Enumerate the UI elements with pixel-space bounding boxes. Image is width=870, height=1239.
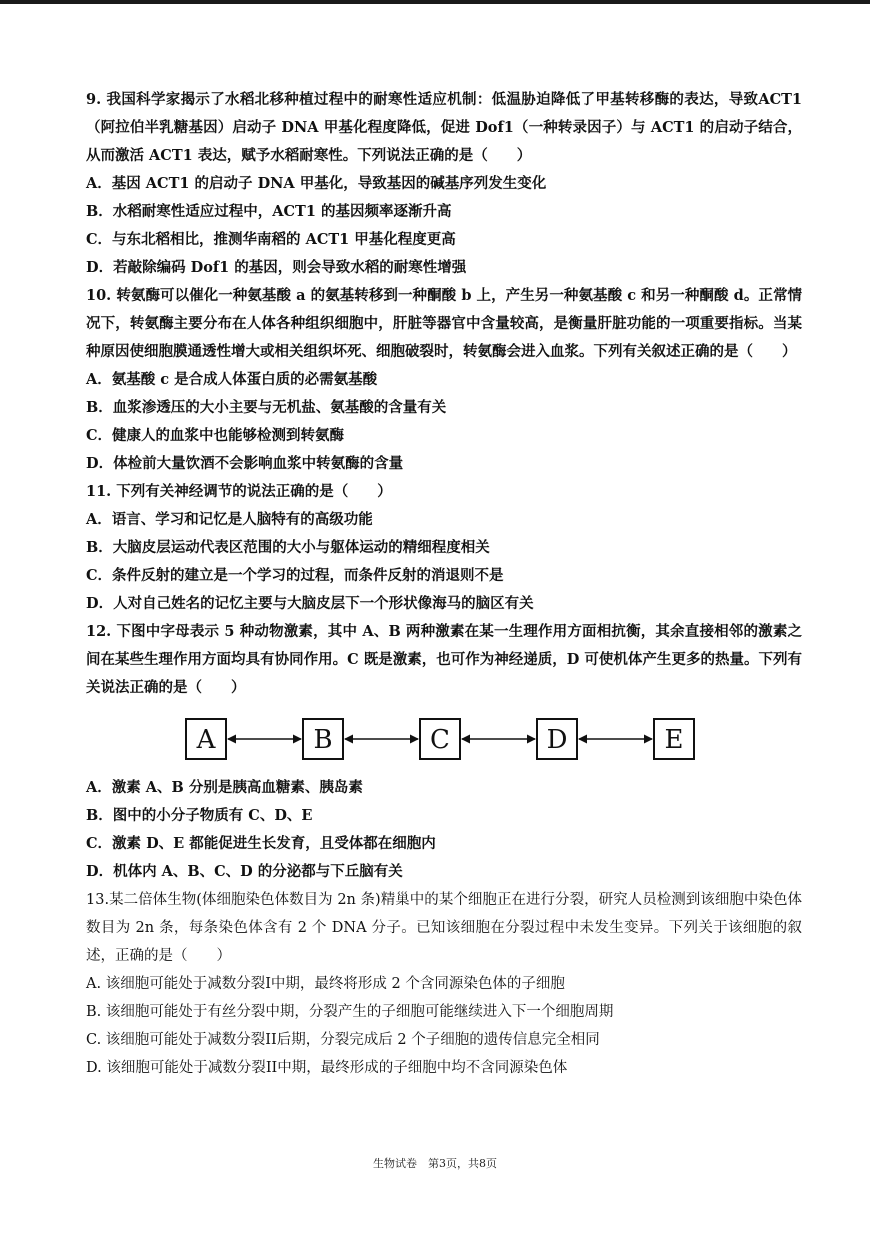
option-c: C．激素 D、E 都能促进生长发育，且受体都在细胞内 (86, 835, 436, 852)
option-b: B．大脑皮层运动代表区范围的大小与躯体运动的精细程度相关 (86, 539, 490, 556)
option-c: C．条件反射的建立是一个学习的过程，而条件反射的消退则不是 (86, 567, 504, 584)
option-d: D．机体内 A、B、C、D 的分泌都与下丘脑有关 (86, 863, 403, 880)
question-12 (86, 618, 802, 886)
option-d: D．人对自己姓名的记忆主要与大脑皮层下一个形状像海马的脑区有关 (86, 595, 534, 612)
question-9 (86, 86, 802, 282)
question-stem: 13.某二倍体生物(体细胞染色体数目为 2n 条)精巢中的某个细胞正在进行分裂，研究人员检测到该细胞中染色体数目为 2n 条，每条染色体含有 2 个 DNA 分子。已知该细胞在分裂过程中未发生变异。下列关于该细胞的叙述，正确的是（ ） (86, 892, 802, 964)
option-a: A．语言、学习和记忆是人脑特有的高级功能 (86, 511, 373, 528)
page-footer: 生物试卷 第3页，共8页 (373, 1157, 497, 1170)
question-stem: 12. 下图中字母表示 5 种动物激素，其中 A、B 两种激素在某一生理作用方面相抗衡，其余直接相邻的激素之间在某些生理作用方面均具有协同作用。C 既是激素，也可作为神经递质，D 可使机体产生更多的热量。下列有关说法正确的是（ ） (86, 623, 802, 696)
question-11 (86, 478, 802, 618)
option-b: B．血浆渗透压的大小主要与无机盐、氨基酸的含量有关 (86, 399, 447, 416)
question-stem: 11. 下列有关神经调节的说法正确的是（ ） (86, 483, 392, 500)
question-list (86, 86, 802, 1082)
scan-edge (0, 0, 870, 4)
hormone-label-a: A (196, 725, 216, 755)
question-stem: 10. 转氨酶可以催化一种氨基酸 a 的氨基转移到一种酮酸 b 上，产生另一种氨基酸 c 和另一种酮酸 d。正常情况下，转氨酶主要分布在人体各种组织细胞中，肝脏等器官中含量较高，是衡量肝脏功能的一项重要指标。当某种原因使细胞膜通透性增大或相关组织坏死、细胞破裂时，转氨酶会进入血浆。下列有关叙述正确的是（ ） (86, 287, 802, 360)
hormone-label-d: D (546, 725, 568, 755)
question-10 (86, 282, 802, 478)
option-b: B．水稻耐寒性适应过程中，ACT1 的基因频率逐渐升高 (86, 203, 452, 220)
option-c: C. 该细胞可能处于减数分裂II后期，分裂完成后 2 个子细胞的遗传信息完全相同 (86, 1032, 600, 1048)
hormone-label-e: E (664, 725, 684, 755)
option-b: B．图中的小分子物质有 C、D、E (86, 807, 313, 824)
option-d: D．体检前大量饮酒不会影响血浆中转氨酶的含量 (86, 455, 404, 472)
hormone-diagram-svg (86, 706, 802, 772)
option-d: D. 该细胞可能处于减数分裂II中期，最终形成的子细胞中均不含同源染色体 (86, 1060, 568, 1076)
hormone-diagram (86, 706, 802, 772)
question-13 (86, 886, 802, 1082)
question-stem: 9. 我国科学家揭示了水稻北移种植过程中的耐寒性适应机制：低温胁迫降低了甲基转移酶的表达，导致ACT1（阿拉伯半乳糖基因）启动子 DNA 甲基化程度降低，促进 Dof1（一种转录因子）与 ACT1 的启动子结合，从而激活 ACT1 表达，赋予水稻耐寒性。下列说法正确的是（ ） (86, 91, 802, 164)
option-b: B. 该细胞可能处于有丝分裂中期，分裂产生的子细胞可能继续进入下一个细胞周期 (86, 1004, 614, 1020)
option-a: A．氨基酸 c 是合成人体蛋白质的必需氨基酸 (86, 371, 378, 388)
option-a: A．激素 A、B 分别是胰高血糖素、胰岛素 (86, 779, 363, 796)
option-a: A. 该细胞可能处于减数分裂I中期，最终将形成 2 个含同源染色体的子细胞 (86, 976, 565, 992)
option-c: C．与东北稻相比，推测华南稻的 ACT1 甲基化程度更高 (86, 231, 456, 248)
option-c: C．健康人的血浆中也能够检测到转氨酶 (86, 427, 345, 444)
option-a: A．基因 ACT1 的启动子 DNA 甲基化，导致基因的碱基序列发生变化 (86, 175, 547, 192)
hormone-label-b: B (313, 725, 333, 755)
option-d: D．若敲除编码 Dof1 的基因，则会导致水稻的耐寒性增强 (86, 259, 467, 276)
hormone-label-c: C (430, 725, 450, 755)
